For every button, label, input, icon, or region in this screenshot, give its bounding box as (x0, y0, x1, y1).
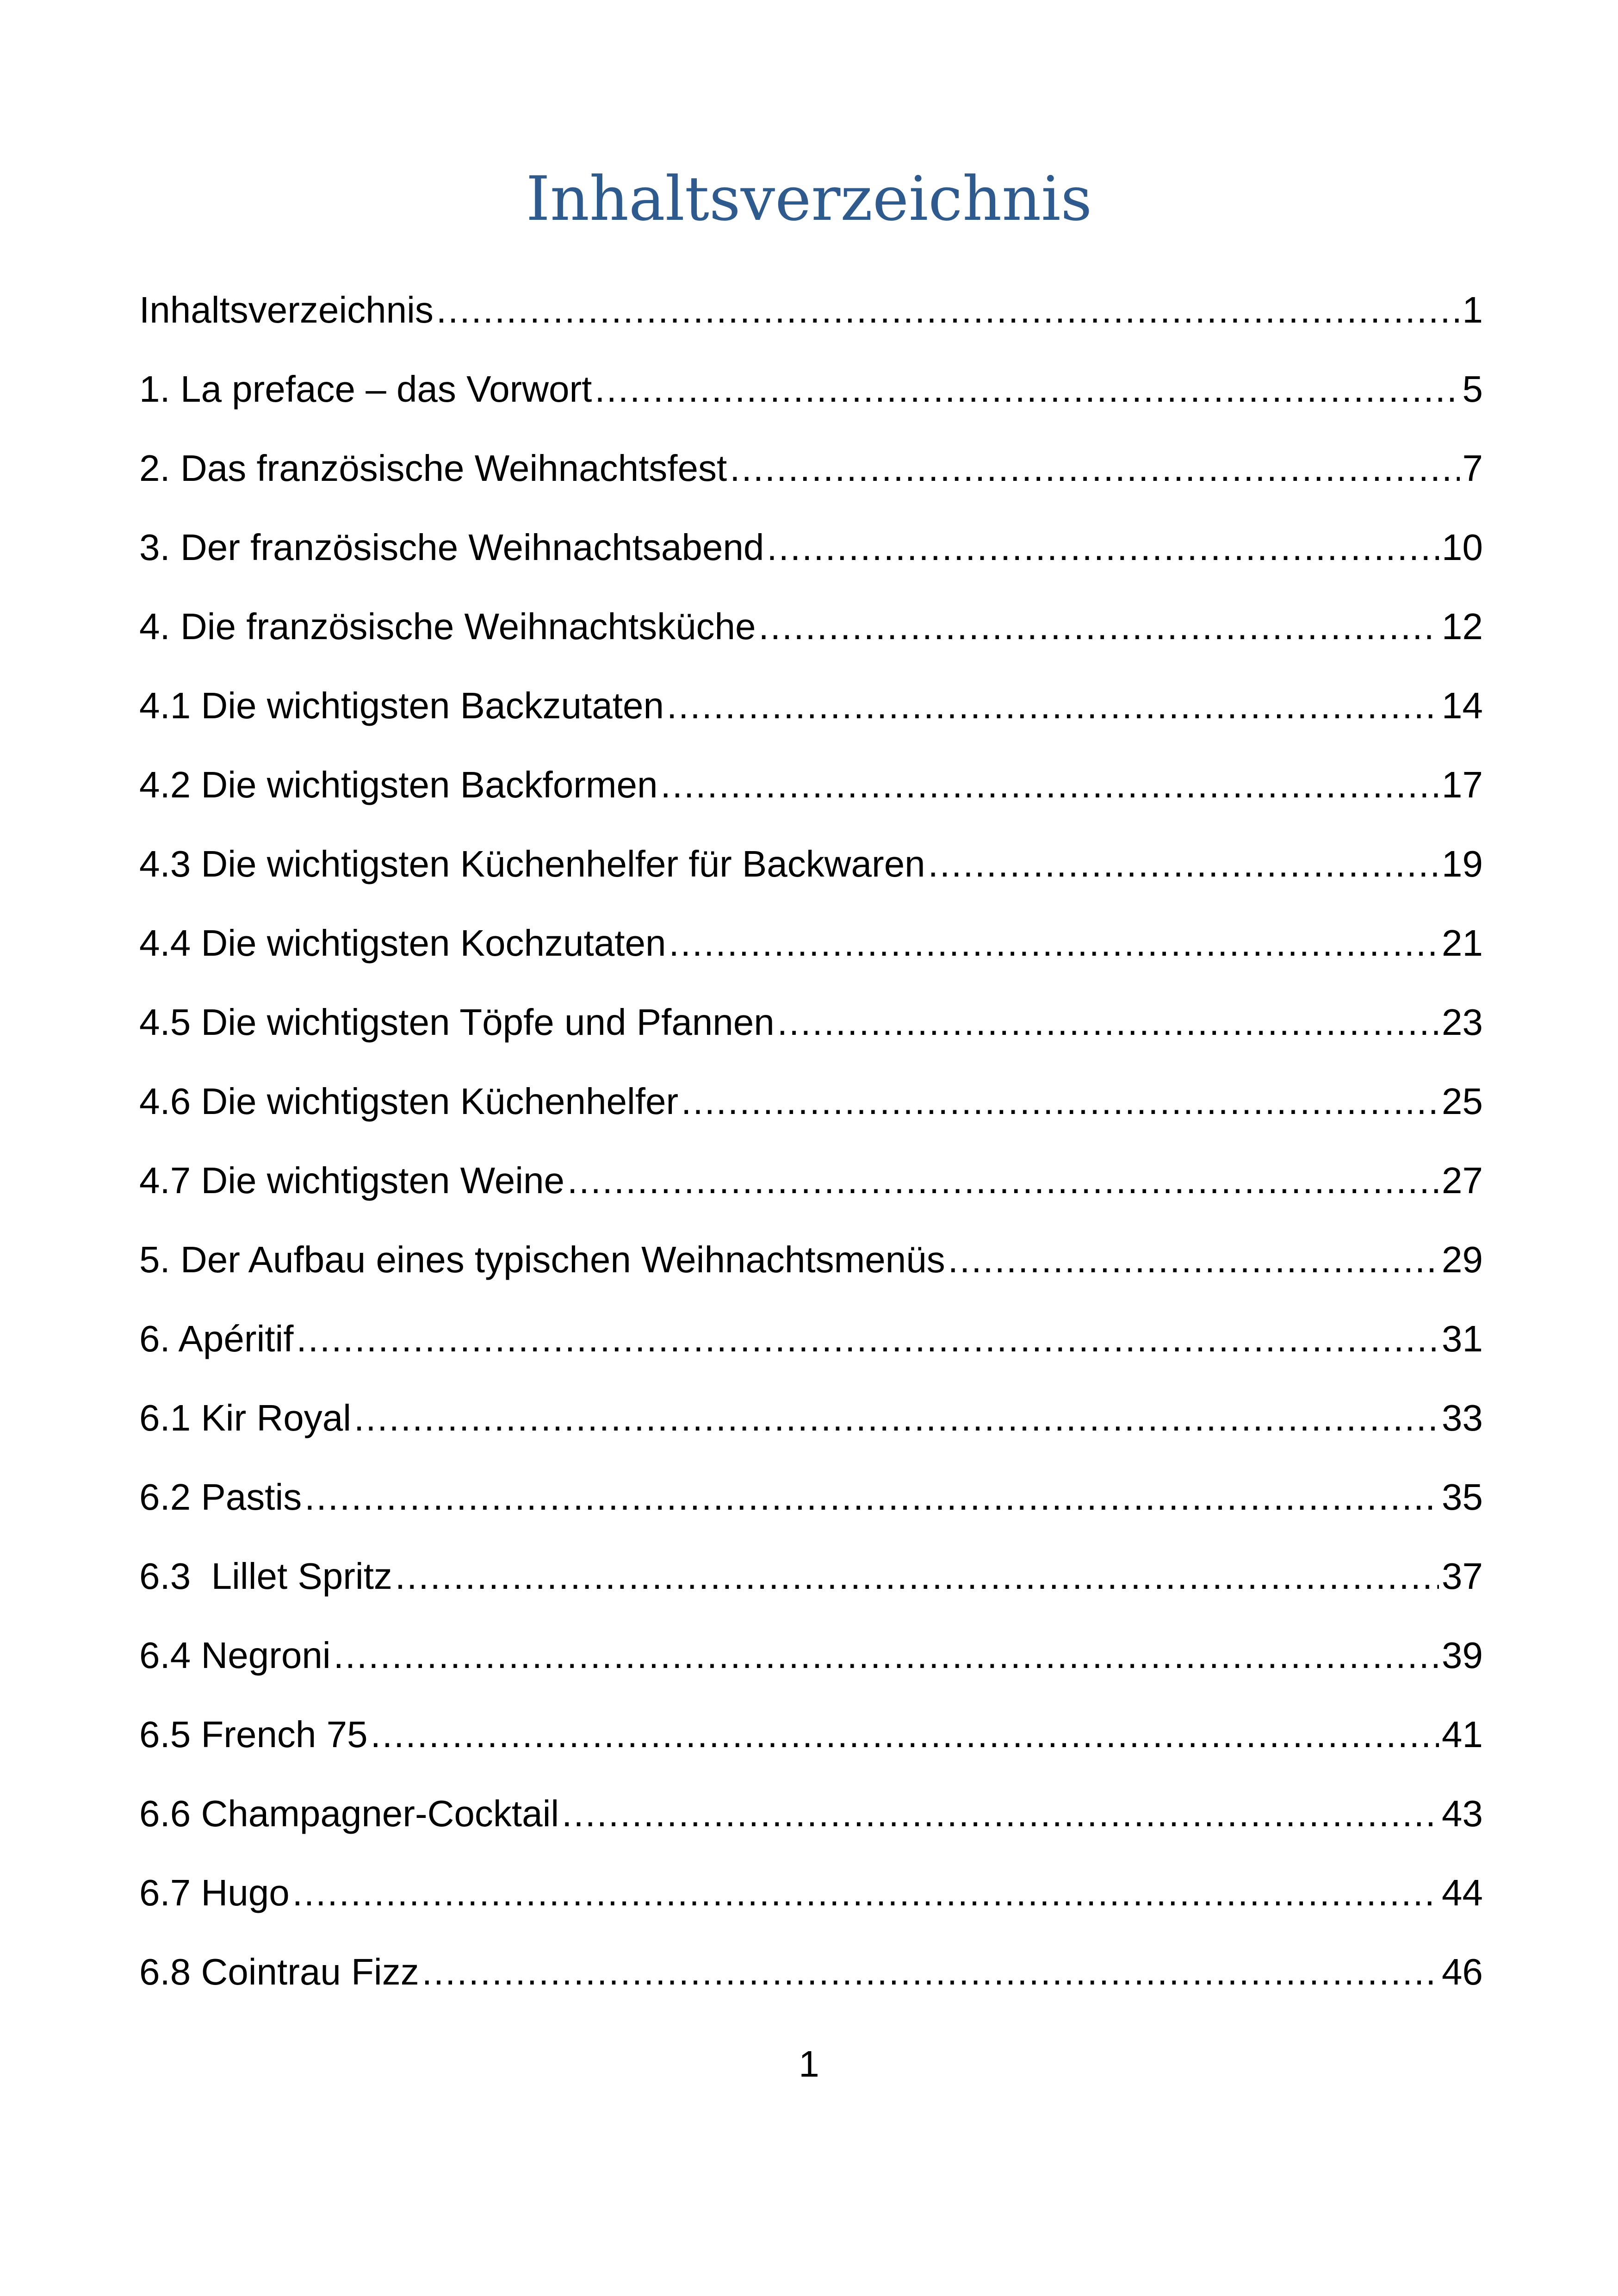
toc-entry-page: 31 (1442, 1318, 1483, 1359)
toc-entry[interactable] (139, 1069, 1483, 1148)
toc-entry-label: 6.4 Negroni (139, 1635, 331, 1676)
toc-entry[interactable] (139, 278, 1483, 357)
toc-leader-dots (304, 1465, 1439, 1530)
toc-entry[interactable] (139, 1148, 1483, 1227)
toc-entry-page: 46 (1442, 1951, 1483, 1992)
toc-leader-dots (395, 1544, 1439, 1609)
toc-leader-dots (667, 673, 1439, 738)
toc-entry-label: 6.5 French 75 (139, 1714, 368, 1755)
page-title: Inhaltsverzeichnis (526, 163, 1092, 235)
toc-entry-label: 6.3 Lillet Spritz (139, 1556, 392, 1597)
toc-entry-page: 17 (1442, 764, 1483, 805)
toc-entry[interactable] (139, 753, 1483, 832)
toc-entry-page: 1 (1462, 289, 1483, 330)
toc-leader-dots (595, 357, 1459, 422)
toc-entry[interactable] (139, 832, 1483, 911)
toc-entry-label: 6.2 Pastis (139, 1476, 302, 1518)
toc-entry[interactable] (139, 911, 1483, 990)
toc-leader-dots (354, 1386, 1439, 1450)
toc-leader-dots (730, 436, 1459, 501)
toc-entry-page: 7 (1462, 448, 1483, 489)
toc-entry-label: 4. Die französische Weihnachtsküche (139, 606, 756, 647)
toc-entry[interactable] (139, 1227, 1483, 1307)
toc-entry-label: 1. La preface – das Vorwort (139, 368, 592, 410)
toc-entry[interactable] (139, 990, 1483, 1069)
toc-entry-page: 43 (1442, 1793, 1483, 1834)
toc-leader-dots (681, 1069, 1439, 1134)
page-number: 1 (799, 2043, 819, 2084)
toc-entry[interactable] (139, 515, 1483, 594)
toc-entry-label: 4.1 Die wichtigsten Backzutaten (139, 685, 664, 726)
toc-entry[interactable] (139, 357, 1483, 436)
toc-entry-page: 29 (1442, 1239, 1483, 1280)
toc-entry-label: 6.6 Champagner-Cocktail (139, 1793, 559, 1834)
toc-entry[interactable] (139, 436, 1483, 515)
toc-entry-page: 5 (1462, 368, 1483, 410)
toc-entry-page: 41 (1442, 1714, 1483, 1755)
toc-entry[interactable] (139, 1623, 1483, 1702)
toc-leader-dots (669, 911, 1439, 976)
toc-entry-label: 4.5 Die wichtigsten Töpfe und Pfannen (139, 1002, 775, 1043)
toc-entry-page: 44 (1442, 1872, 1483, 1913)
toc-entry[interactable] (139, 1386, 1483, 1465)
toc-entry[interactable] (139, 1860, 1483, 1940)
toc-leader-dots (759, 594, 1439, 659)
toc-entry[interactable] (139, 1702, 1483, 1781)
toc-entry[interactable] (139, 1465, 1483, 1544)
toc-entry-label: 4.7 Die wichtigsten Weine (139, 1160, 564, 1201)
toc-entry-label: 4.4 Die wichtigsten Kochzutaten (139, 922, 666, 964)
toc-leader-dots (928, 832, 1439, 896)
toc-leader-dots (371, 1702, 1439, 1767)
toc-entry-label: 4.6 Die wichtigsten Küchenhelfer (139, 1081, 679, 1122)
toc-leader-dots (567, 1148, 1439, 1213)
toc-leader-dots (661, 753, 1439, 817)
toc-entry[interactable] (139, 1544, 1483, 1623)
toc-entry-page: 12 (1442, 606, 1483, 647)
toc-entry[interactable] (139, 673, 1483, 753)
toc-entry-page: 10 (1442, 527, 1483, 568)
toc-entry-page: 39 (1442, 1635, 1483, 1676)
toc-entry[interactable] (139, 1781, 1483, 1860)
table-of-contents (139, 278, 1483, 2019)
toc-leader-dots (334, 1623, 1439, 1688)
toc-entry-page: 37 (1442, 1556, 1483, 1597)
toc-leader-dots (948, 1227, 1439, 1292)
toc-entry-page: 35 (1442, 1476, 1483, 1518)
toc-entry-label: 6. Apéritif (139, 1318, 294, 1359)
toc-entry-page: 19 (1442, 843, 1483, 884)
toc-entry-page: 14 (1442, 685, 1483, 726)
toc-entry-page: 33 (1442, 1397, 1483, 1438)
toc-entry-label: 6.1 Kir Royal (139, 1397, 351, 1438)
toc-leader-dots (422, 1940, 1439, 2004)
toc-entry-label: 5. Der Aufbau eines typischen Weihnachtsmenüs (139, 1239, 945, 1280)
toc-entry[interactable] (139, 594, 1483, 673)
toc-entry-label: 6.7 Hugo (139, 1872, 290, 1913)
toc-entry-page: 25 (1442, 1081, 1483, 1122)
toc-entry-label: 3. Der französische Weihnachtsabend (139, 527, 764, 568)
toc-entry-label: Inhaltsverzeichnis (139, 289, 434, 330)
toc-entry-page: 23 (1442, 1002, 1483, 1043)
toc-entry-label: 6.8 Cointrau Fizz (139, 1951, 419, 1992)
toc-entry-label: 4.2 Die wichtigsten Backformen (139, 764, 658, 805)
toc-entry-page: 21 (1442, 922, 1483, 964)
toc-entry-page: 27 (1442, 1160, 1483, 1201)
toc-leader-dots (562, 1781, 1439, 1846)
toc-leader-dots (292, 1860, 1439, 1925)
toc-leader-dots (297, 1307, 1439, 1371)
toc-entry-label: 2. Das französische Weihnachtsfest (139, 448, 727, 489)
toc-leader-dots (767, 515, 1439, 580)
toc-entry-label: 4.3 Die wichtigsten Küchenhelfer für Backwaren (139, 843, 925, 884)
toc-entry[interactable] (139, 1940, 1483, 2019)
toc-leader-dots (777, 990, 1439, 1055)
toc-leader-dots (436, 278, 1460, 342)
toc-entry[interactable] (139, 1307, 1483, 1386)
